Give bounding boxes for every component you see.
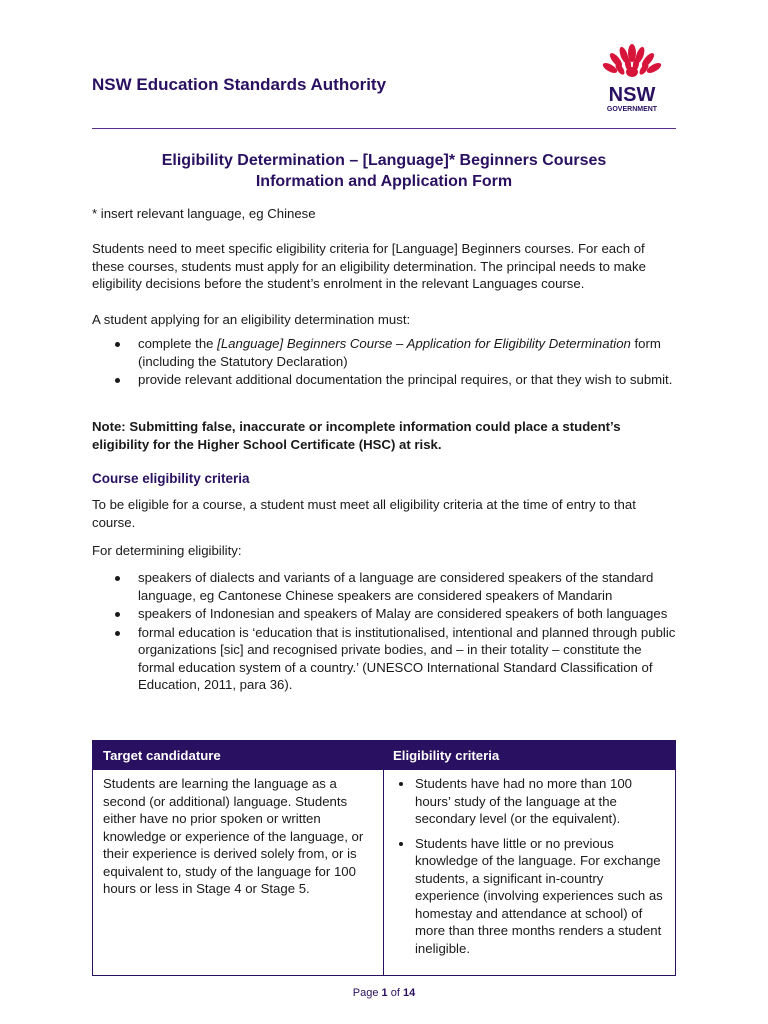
- list-item-text: complete the: [138, 336, 218, 351]
- nsw-government-logo: [595, 42, 669, 116]
- total-page-number: 14: [402, 987, 416, 999]
- list-item: speakers of Indonesian and speakers of Malay are considered speakers of both languages: [92, 605, 676, 623]
- section-heading: Course eligibility criteria: [92, 471, 250, 486]
- footnote: * insert relevant language, eg Chinese: [92, 206, 316, 221]
- eligibility-criteria-cell: [393, 775, 669, 964]
- title-line-1: Eligibility Determination – [Language]* Beginners Courses: [161, 152, 607, 169]
- column-header: Eligibility criteria: [393, 748, 500, 763]
- logo-subtext: GOVERNMENT: [606, 106, 658, 113]
- determining-lead: For determining eligibility:: [92, 543, 242, 558]
- document-title: [92, 150, 676, 192]
- current-page-number: 1: [381, 987, 388, 999]
- list-item: formal education is ‘education that is institutionalised, intentional and planned through public organizations [sic] and recognised private bodies, and – in their totality – constitute the formal education system of a country.’ (UNESCO International Standard Classification of Education, 2011, para 36).: [92, 624, 676, 694]
- waratah-icon: [601, 44, 662, 77]
- eligibility-table: [92, 740, 676, 976]
- column-header: Target candidature: [103, 748, 221, 763]
- table-header-row: [93, 741, 675, 770]
- column-divider: [383, 770, 384, 975]
- warning-note: Note: Submitting false, inaccurate or incomplete information could place a student’s eligibility for the Higher School Certificate (HSC) at risk.: [92, 419, 621, 452]
- eligibility-paragraph: To be eligible for a course, a student must meet all eligibility criteria at the time of entry to that course.: [92, 497, 636, 530]
- list-item-text: form (including the Statutory Declaration): [138, 336, 661, 369]
- applying-lead: A student applying for an eligibility determination must:: [92, 312, 411, 327]
- criteria-item: Students have had no more than 100 hours’ study of the language at the secondary level (or the equivalent).: [393, 775, 669, 828]
- header-divider: [92, 128, 676, 129]
- determining-list: [92, 569, 676, 695]
- criteria-item: Students have little or no previous knowledge of the language. For exchange students, a significant in-country experience (involving experiences such as homestay and attendance at school) of more than three months renders a student ineligible.: [393, 835, 669, 958]
- list-item: provide relevant additional documentation the principal requires, or that they wish to submit.: [92, 371, 676, 389]
- intro-paragraph: Students need to meet specific eligibility criteria for [Language] Beginners courses. For each of these courses, students must apply for an eligibility determination. The principal needs to make eligibility decisions before the student’s enrolment in the relevant Languages course.: [92, 241, 646, 291]
- logo-text: NSW: [608, 84, 656, 106]
- title-line-2: Information and Application Form: [255, 173, 513, 190]
- page-label: Page: [352, 987, 379, 999]
- list-item: [92, 335, 676, 370]
- page-footer: [0, 985, 768, 1003]
- form-name-italic: [Language] Beginners Course – Application for Eligibility Determination: [217, 336, 631, 351]
- target-candidature-cell: Students are learning the language as a second (or additional) language. Students either have no prior spoken or written knowledge or experience of the language, or their experience is derived solely from, or is equivalent to, study of the language for 100 hours or less in Stage 4 or Stage 5.: [103, 776, 364, 896]
- of-label: of: [390, 987, 400, 999]
- applying-list: [92, 335, 676, 390]
- list-item: speakers of dialects and variants of a language are considered speakers of the standard language, eg Cantonese Chinese speakers are considered speakers of Mandarin: [92, 569, 676, 604]
- organization-name: NSW Education Standards Authority: [92, 75, 387, 94]
